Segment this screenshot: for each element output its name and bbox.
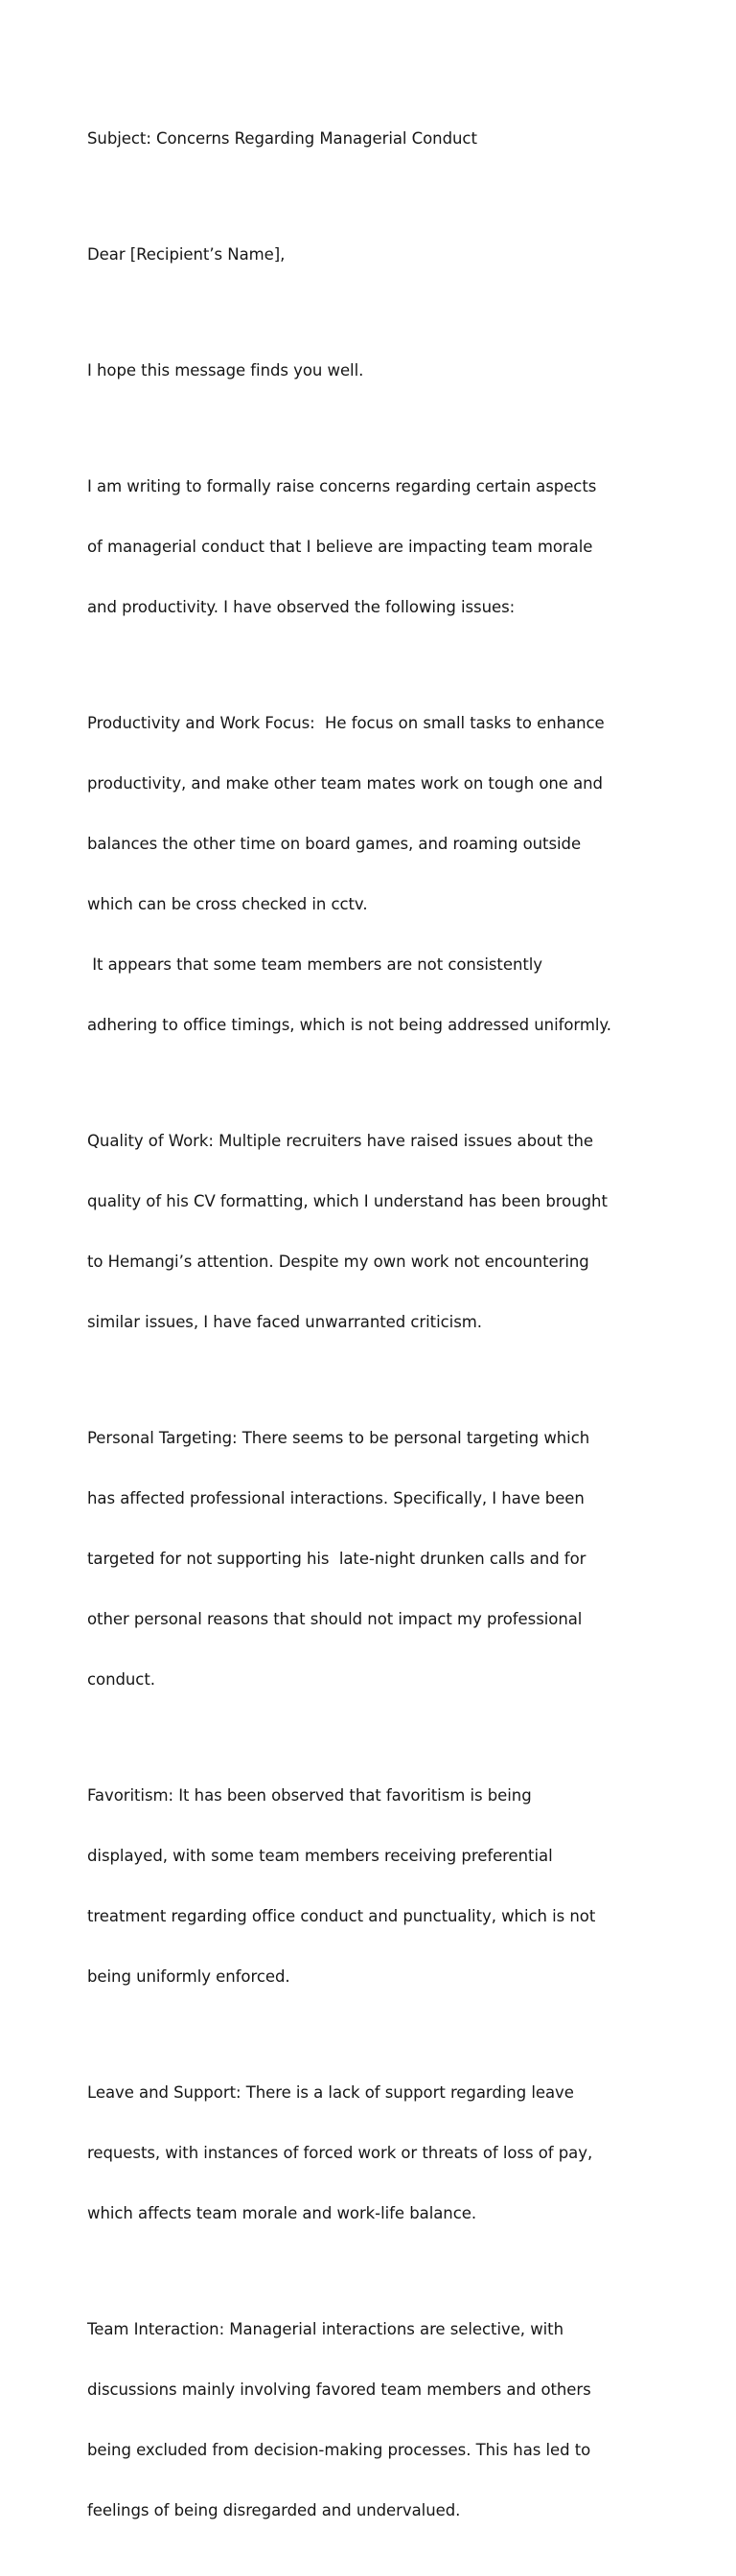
intro-paragraph — [87, 436, 681, 657]
productivity-paragraph — [87, 673, 681, 1075]
letter-document — [87, 88, 681, 2576]
quality-line: Quality of Work: Multiple recruiters have raised issues about the — [87, 1132, 594, 1150]
favoritism-line: displayed, with some team members receiving preferential — [87, 1847, 553, 1865]
targeting-line: Personal Targeting: There seems to be personal targeting which — [87, 1429, 590, 1447]
favoritism-paragraph — [87, 1745, 681, 2027]
subject-line — [87, 88, 681, 189]
favoritism-line: treatment regarding office conduct and punctuality, which is not — [87, 1907, 596, 1925]
interaction-paragraph — [87, 2279, 681, 2561]
opening-line — [87, 320, 681, 421]
productivity-line: adhering to office timings, which is not being addressed uniformly. — [87, 1016, 611, 1034]
quality-line: to Hemangi’s attention. Despite my own work not encountering — [87, 1253, 589, 1271]
quality-line: similar issues, I have faced unwarranted criticism. — [87, 1313, 482, 1331]
targeting-line: other personal reasons that should not impact my professional — [87, 1610, 583, 1628]
productivity-line: Productivity and Work Focus: He focus on small tasks to enhance — [87, 714, 605, 732]
leave-line: requests, with instances of forced work or threats of loss of pay, — [87, 2144, 593, 2162]
leave-line: Leave and Support: There is a lack of support regarding leave — [87, 2083, 574, 2102]
salutation-text: Dear [Recipient’s Name], — [87, 245, 286, 264]
subject-text: Subject: Concerns Regarding Managerial Conduct — [87, 129, 477, 148]
favoritism-line: being uniformly enforced. — [87, 1967, 290, 1986]
productivity-line: balances the other time on board games, and roaming outside — [87, 835, 582, 853]
interaction-line: feelings of being disregarded and undervalued. — [87, 2501, 461, 2519]
leave-line: which affects team morale and work-life balance. — [87, 2204, 477, 2222]
productivity-line: productivity, and make other team mates work on tough one and — [87, 774, 603, 793]
targeting-line: targeted for not supporting his late-night drunken calls and for — [87, 1550, 586, 1568]
targeting-paragraph — [87, 1388, 681, 1730]
intro-line: of managerial conduct that I believe are impacting team morale — [87, 538, 593, 556]
productivity-line: It appears that some team members are not consistently — [87, 955, 543, 974]
interaction-line: Team Interaction: Managerial interactions are selective, with — [87, 2320, 564, 2338]
targeting-line: conduct. — [87, 1670, 155, 1689]
productivity-line: which can be cross checked in cctv. — [87, 895, 368, 913]
interaction-line: discussions mainly involving favored team members and others — [87, 2380, 591, 2399]
interaction-line: being excluded from decision-making processes. This has led to — [87, 2441, 591, 2459]
favoritism-line: Favoritism: It has been observed that favoritism is being — [87, 1786, 532, 1805]
targeting-line: has affected professional interactions. Specifically, I have been — [87, 1489, 585, 1507]
opening-text: I hope this message finds you well. — [87, 361, 364, 380]
intro-line: and productivity. I have observed the following issues: — [87, 598, 516, 616]
quality-paragraph — [87, 1091, 681, 1372]
salutation — [87, 204, 681, 305]
intro-line: I am writing to formally raise concerns regarding certain aspects — [87, 477, 597, 495]
quality-line: quality of his CV formatting, which I understand has been brought — [87, 1192, 608, 1210]
leave-paragraph — [87, 2042, 681, 2264]
